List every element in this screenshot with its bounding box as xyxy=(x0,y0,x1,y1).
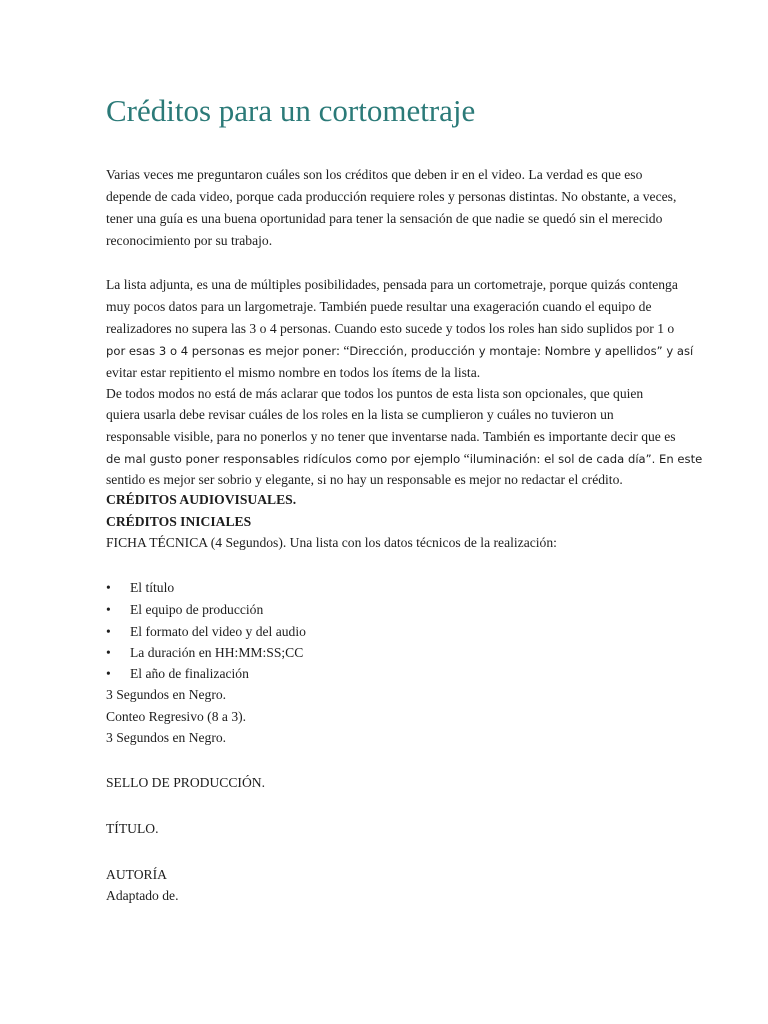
list-item-label: La duración en HH:MM:SS;CC xyxy=(130,645,304,660)
body-line: 3 Segundos en Negro. xyxy=(106,687,227,702)
list-item-label: El formato del video y del audio xyxy=(130,624,306,639)
body-line: De todos modos no está de más aclarar que todos los puntos de esta lista son opcionales, que quien xyxy=(106,386,644,401)
bullet-icon: • xyxy=(106,645,111,660)
body-text-fragment: “ xyxy=(460,451,470,466)
intro-line: Varias veces me preguntaron cuáles son los créditos que deben ir en el video. La verdad es que eso xyxy=(106,167,643,182)
bullet-icon: • xyxy=(106,624,111,639)
page-title: Créditos para un cortometraje xyxy=(106,93,476,128)
list-item-label: El equipo de producción xyxy=(130,602,264,617)
body-text-fragment: de mal gusto poner responsables ridículos como por ejemplo xyxy=(106,452,461,466)
body-line: 3 Segundos en Negro. xyxy=(106,730,227,745)
body-text-fragment: por esas 3 o 4 personas es mejor poner xyxy=(106,344,337,358)
intro-line: reconocimiento por su trabajo. xyxy=(106,233,273,248)
body-text-fragment: Nombre y apellidos xyxy=(544,344,657,358)
adaptado-line: Adaptado de. xyxy=(106,888,179,903)
body-text-fragment: Dirección, producción y montaje xyxy=(349,344,537,358)
bullet-icon: • xyxy=(106,602,111,617)
body-line: Conteo Regresivo (8 a 3). xyxy=(106,709,247,724)
body-line: muy pocos datos para un largometraje. También puede resultar una exageración cuando el equipo de xyxy=(106,299,652,314)
section-subheading: CRÉDITOS INICIALES xyxy=(106,514,252,529)
titulo-line: TÍTULO. xyxy=(106,821,159,836)
intro-line: tener una guía es una buena oportunidad para tener la sensación de que nadie se quedó sin el merecido xyxy=(106,211,663,226)
intro-line: depende de cada video, porque cada producción requiere roles y personas distintas. No obstante, a veces, xyxy=(106,189,677,204)
body-line xyxy=(106,340,693,362)
autoria-line: AUTORÍA xyxy=(106,867,167,882)
body-line: La lista adjunta, es una de múltiples posibilidades, pensada para un cortometraje, porque quizás contenga xyxy=(106,277,678,292)
list-item-label: El título xyxy=(130,580,175,595)
body-line: realizadores no supera las 3 o 4 personas. Cuando esto sucede y todos los roles han sido suplidos por 1 o xyxy=(106,321,675,336)
body-line xyxy=(106,448,702,470)
body-text-fragment: ” y así xyxy=(656,344,694,358)
body-line: quiera usarla debe revisar cuáles de los roles en la lista se cumplieron y cuáles no tuvieron un xyxy=(106,407,614,422)
bullet-icon: • xyxy=(106,580,111,595)
body-text-fragment: : “ xyxy=(336,343,350,358)
body-line: responsable visible, para no ponerlos y no tener que inventarse nada. También es importante decir que es xyxy=(106,429,676,444)
body-line: sentido es mejor ser sobrio y elegante, si no hay un responsable es mejor no redactar el crédito. xyxy=(106,472,623,487)
section-heading: CRÉDITOS AUDIOVISUALES. xyxy=(106,492,297,507)
sello-line: SELLO DE PRODUCCIÓN. xyxy=(106,775,265,790)
body-line: evitar estar repitiento el mismo nombre en todos los ítems de la lista. xyxy=(106,365,481,380)
body-text-fragment: ”. En este xyxy=(645,452,703,466)
body-text-fragment: : xyxy=(537,344,545,358)
bullet-icon: • xyxy=(106,666,111,681)
body-text-fragment: iluminación: el sol de cada día xyxy=(469,452,646,466)
list-item-label: El año de finalización xyxy=(130,666,249,681)
ficha-tecnica-line: FICHA TÉCNICA (4 Segundos). Una lista con los datos técnicos de la realización: xyxy=(106,535,557,550)
